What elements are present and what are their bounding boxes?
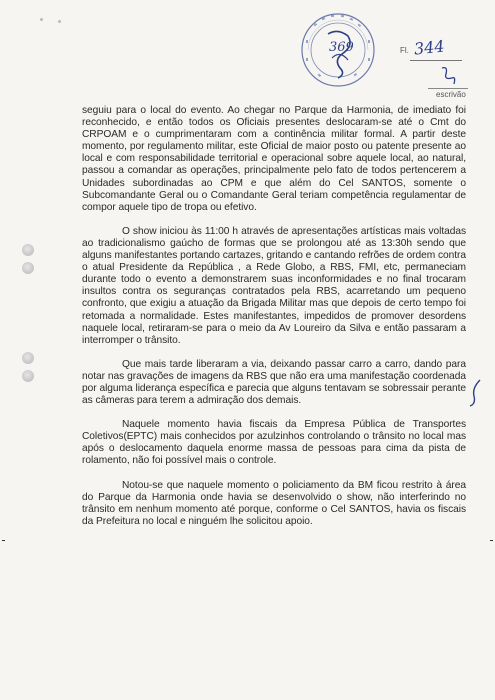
paragraph-4: Naquele momento havia fiscais da Empresa Pública de Transportes Coletivos(EPTC) mais conhecidos por azulzinhos controlando o trânsito no local mas após o deslocamento daquela enorme massa de pessoas para cima da pista de rolamento, não foi possível mais o controle. [82, 419, 466, 467]
folio-underline [410, 60, 462, 61]
punch-hole [22, 244, 34, 256]
document-body [82, 105, 466, 540]
punch-hole [22, 352, 34, 364]
paper-speck [40, 18, 43, 21]
paragraph-1: seguiu para o local do evento. Ao chegar no Parque da Harmonia, de imediato foi reconhecido, e então todos os Oficiais presentes deslocaram-se até o Cmt do CRPOAM e o cumprimentaram com a continência militar formal. A partir deste momento, por regulamento militar, este Oficial de maior posto ou patente presente ao local e com responsabilidade territorial e operacional sobre aquele local, ao natural, passou a comandar as operações, principalmente pelo fato de todos pertencerem a Unidades subordinadas ao CPM e que além do Cel SANTOS, somente o Subcomandante Geral ou o Comandante Geral teriam competência regulamentar de compor aquele tipo de tropa ou efetivo. [82, 105, 466, 213]
escrivao-label: escrivão [436, 90, 466, 99]
paragraph-5: Notou-se que naquele momento o policiamento da BM ficou restrito à área do Parque da Harmonia onde havia se desenvolvido o show, não interferindo no trânsito em nenhum momento até porque, conforme o Cel SANTOS, havia os fiscais da Prefeitura no local e ninguém lhe solicitou apoio. [82, 479, 466, 527]
stamp-number: 369 [329, 40, 354, 55]
punch-hole [22, 262, 34, 274]
paragraph-3: Que mais tarde liberaram a via, deixando passar carro a carro, dando para notar nas gravações de imagens da RBS que não era uma manifestação coordenada por alguma liderança específica e parecia que alguns tentavam se sobressair perante as câmeras para terem a admiração dos demais. [82, 358, 466, 407]
folio-area [400, 36, 490, 100]
initials-signature [438, 64, 460, 86]
punch-hole [22, 370, 34, 382]
folio-number: 344 [413, 36, 446, 59]
edge-mark [2, 540, 5, 541]
official-stamp-seal [298, 10, 378, 90]
margin-pen-mark [468, 378, 484, 408]
edge-mark [490, 540, 493, 541]
paragraph-2: O show iniciou às 11:00 h através de apresentações artísticas mais voltadas ao tradicionalismo gaúcho de formas que se prolongou até as 13:30h sendo que alguns manifestantes portando cartazes, gritando e cantando refrões de ordem contra o atual Presidente da República , a Rede Globo, a RBS, FMI, etc, permaneciam durante todo o evento a demonstrarem suas inconformidades e no final trocaram insultos contra os seguranças contratados pela RBS, acarretando um pequeno confronto, que exigiu a atuação da Brigada Militar mas que depois de certo tempo foi retomada a normalidade. Estes manifestantes, impedidos de promover desordens naquele local, retiraram-se para o meio da Av Loureiro da Silva e então passaram a interromper o trânsito. [82, 225, 466, 346]
paper-speck [58, 20, 61, 23]
escrivao-line [428, 88, 468, 89]
folio-label: Fl. [400, 46, 409, 55]
